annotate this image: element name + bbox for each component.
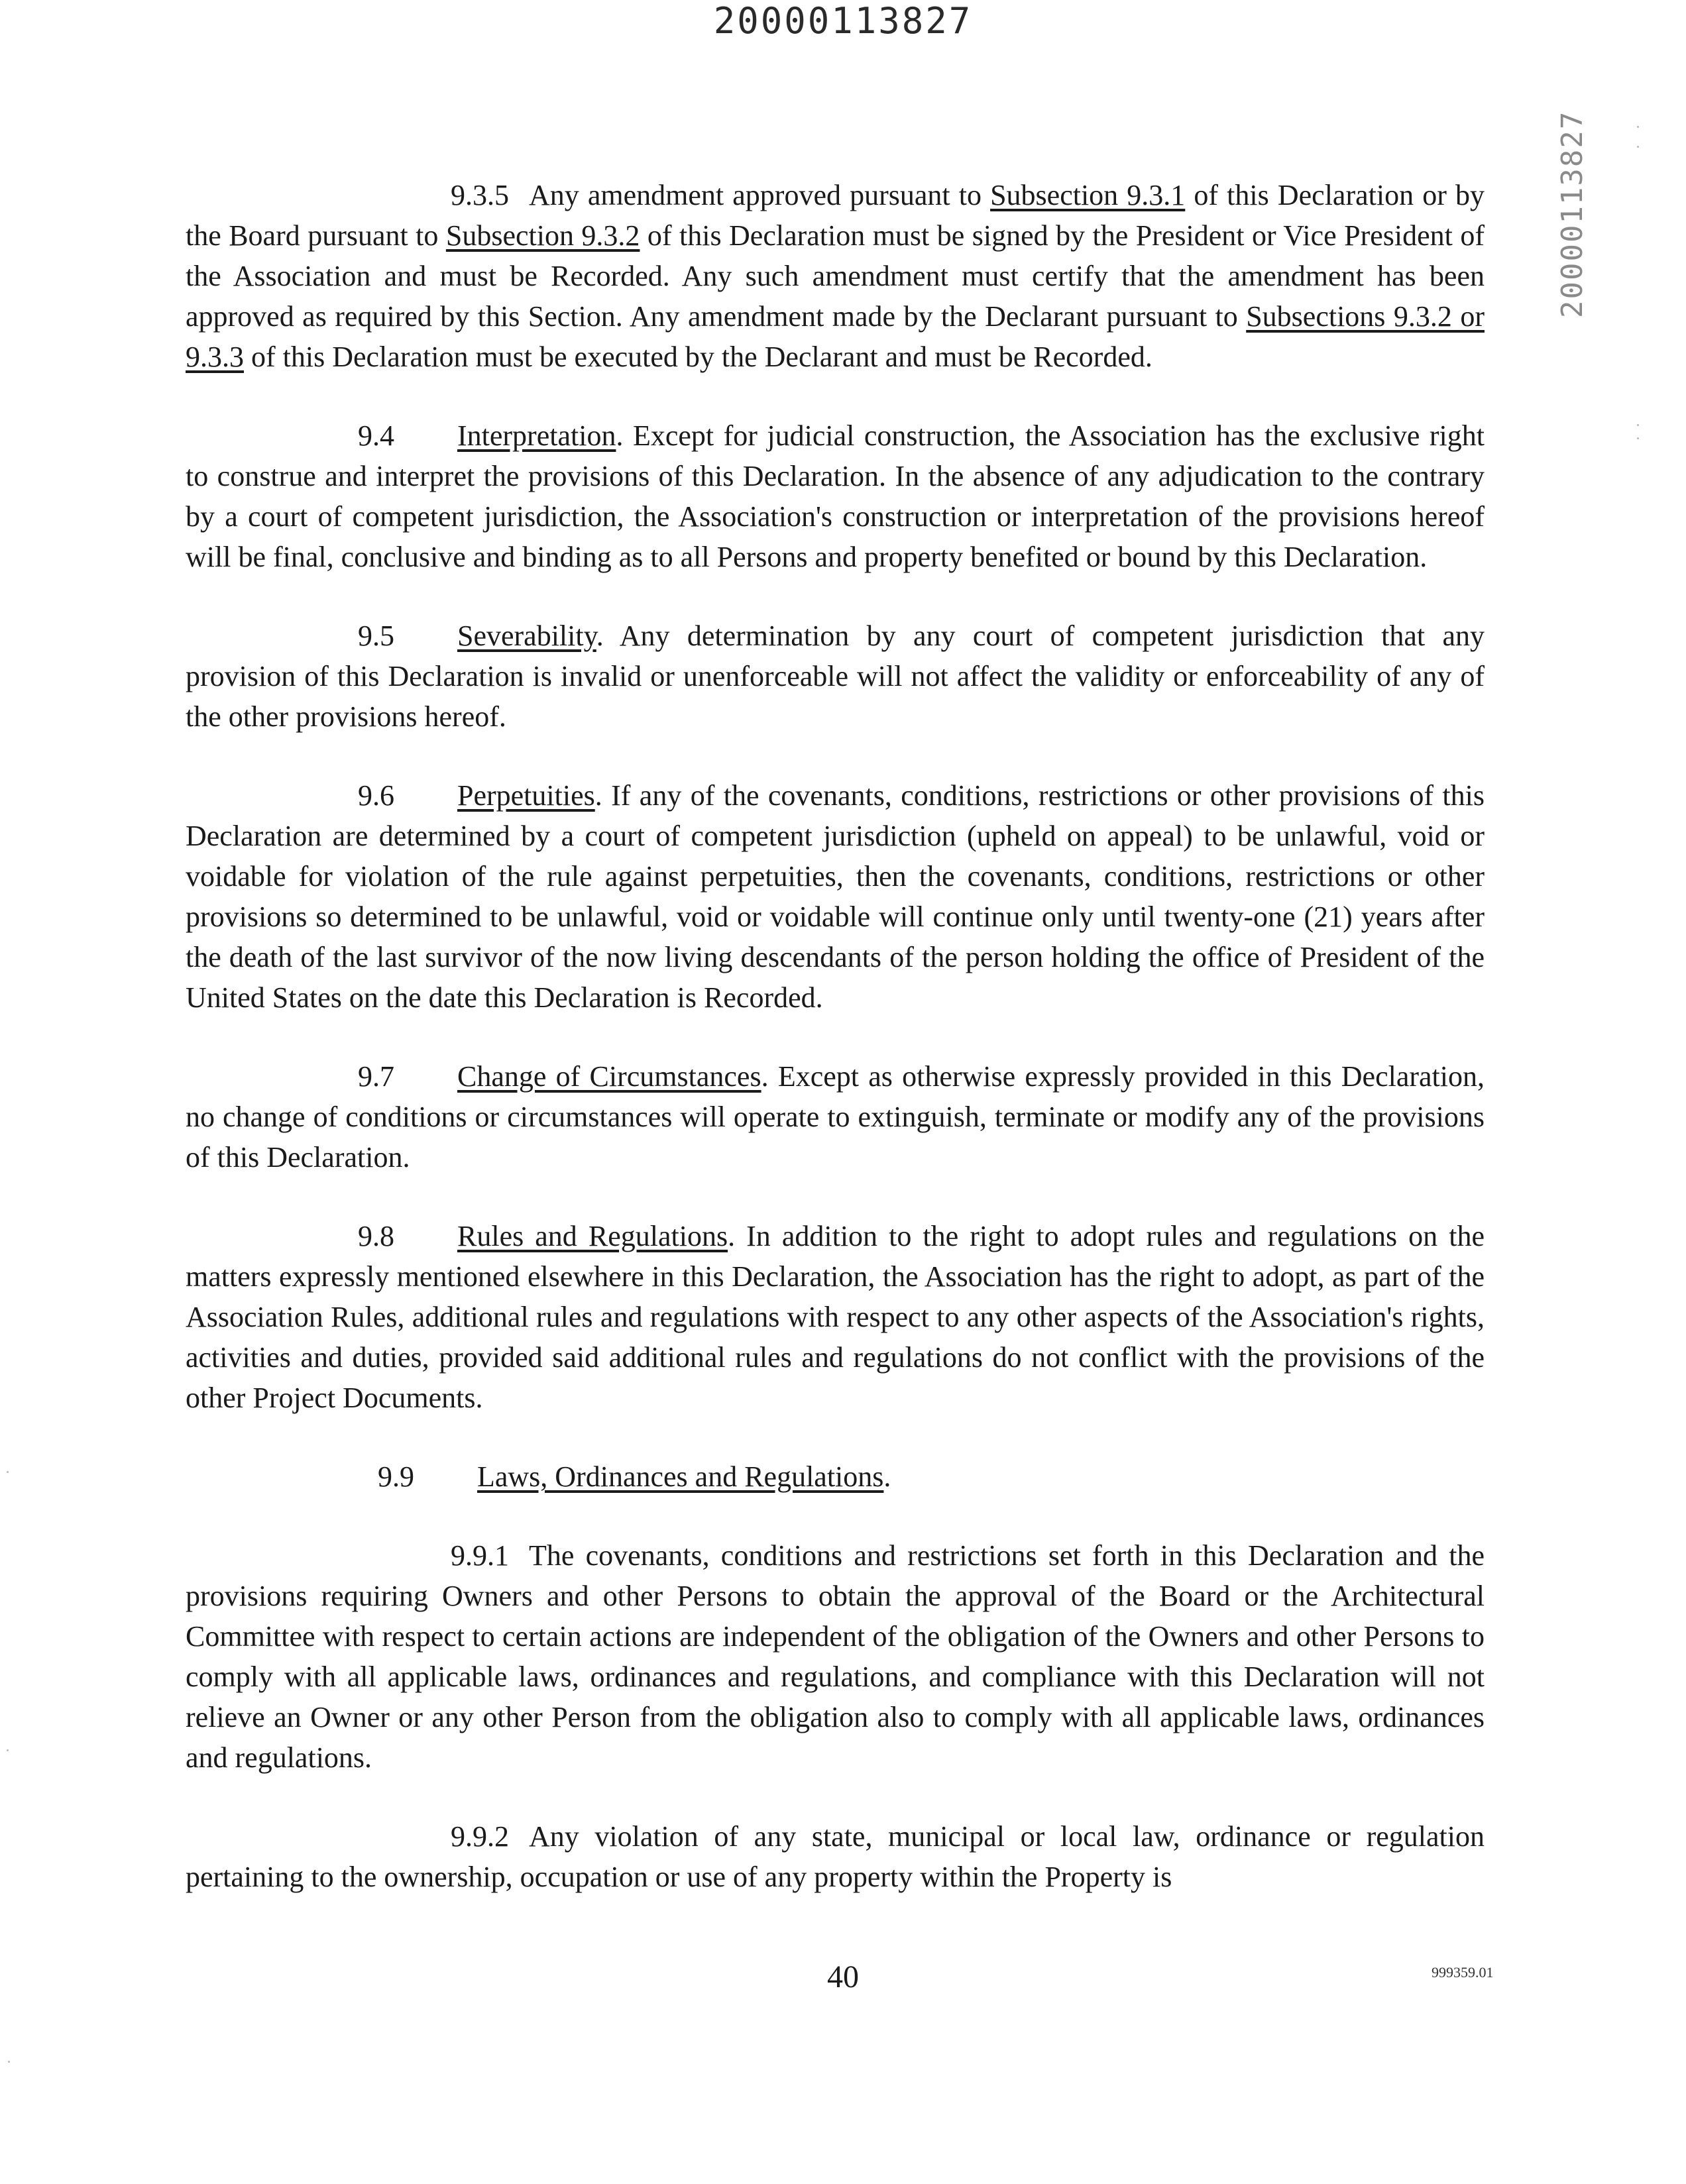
section-text: . Except as otherwise expressly provided in this Declaration, no change of conditions or circumstances will operate to extinguish, terminate or modify any of the provisions of this Declaration. bbox=[186, 1060, 1485, 1174]
margin-speck bbox=[1637, 126, 1639, 128]
section-9-9-1 bbox=[186, 1535, 1485, 1778]
section-number: 9.9.2 bbox=[451, 1820, 509, 1853]
section-text: Any violation of any state, municipal or local law, ordinance or regulation pertaining to the ownership, occupation or use of any property within the Property is bbox=[186, 1820, 1485, 1893]
section-9-9 bbox=[186, 1456, 1485, 1497]
cross-reference: Subsection 9.3.1 bbox=[990, 179, 1186, 211]
section-9-4 bbox=[186, 415, 1485, 577]
section-heading: Perpetuities bbox=[457, 779, 595, 812]
section-heading: Interpretation bbox=[457, 419, 616, 452]
section-number: 9.9 bbox=[378, 1460, 414, 1493]
section-9-9-2 bbox=[186, 1816, 1485, 1897]
margin-speck bbox=[1637, 146, 1639, 148]
body-text bbox=[186, 175, 1485, 1936]
section-number: 9.4 bbox=[358, 419, 394, 452]
cross-reference: Subsections 9.3.2 or 9.3.3 bbox=[186, 300, 1485, 373]
margin-speck bbox=[7, 1471, 9, 1473]
side-stamp: 20000113827 bbox=[1555, 110, 1589, 318]
section-text: Any amendment approved pursuant to bbox=[529, 179, 991, 211]
section-9-7 bbox=[186, 1056, 1485, 1177]
section-9-8 bbox=[186, 1216, 1485, 1418]
margin-speck bbox=[8, 2061, 10, 2063]
document-number: 20000113827 bbox=[713, 0, 973, 42]
section-heading: Change of Circumstances bbox=[457, 1060, 761, 1093]
section-9-6 bbox=[186, 775, 1485, 1018]
section-text: . Any determination by any court of competent jurisdiction that any provision of this Declaration is invalid or unenforceable will not affect the validity or enforceability of any of the other provisions hereof. bbox=[186, 620, 1485, 733]
section-heading: Laws, Ordinances and Regulations bbox=[477, 1460, 884, 1493]
section-text: . If any of the covenants, conditions, restrictions or other provisions of this Declaration are determined by a court of competent jurisdiction (upheld on appeal) to be unlawful, void or voidable for violation of the rule against perpetuities, then the covenants, conditions, restrictions or other provisions so determined to be unlawful, void or voidable will continue only until twenty-one (21) years after the death of the last survivor of the now living descendants of the person holding the office of President of the United States on the date this Declaration is Recorded. bbox=[186, 779, 1485, 1014]
section-number: 9.5 bbox=[358, 620, 394, 652]
cross-reference: Subsection 9.3.2 bbox=[445, 219, 640, 252]
section-number: 9.3.5 bbox=[451, 179, 509, 211]
section-9-5 bbox=[186, 616, 1485, 737]
page-number: 40 bbox=[827, 1959, 859, 1994]
section-text: . In addition to the right to adopt rules and regulations on the matters expressly mentioned elsewhere in this Declaration, the Association has the right to adopt, as part of the Association Rules, additional rules and regulations with respect to any other aspects of the Association's rights, activities and duties, provided said additional rules and regulations do not conflict with the provisions of the other Project Documents. bbox=[186, 1220, 1485, 1414]
margin-speck bbox=[7, 1749, 9, 1751]
section-number: 9.8 bbox=[358, 1220, 394, 1252]
section-text: . Except for judicial construction, the Association has the exclusive right to construe and interpret the provisions of this Declaration. In the absence of any adjudication to the contrary by a court of competent jurisdiction, the Association's construction or interpretation of the provisions hereof will be final, conclusive and binding as to all Persons and property benefited or bound by this Declaration. bbox=[186, 419, 1485, 573]
section-text: of this Declaration must be executed by the Declarant and must be Recorded. bbox=[244, 341, 1152, 373]
document-code: 999359.01 bbox=[1432, 1964, 1494, 1981]
section-text: of this Declaration or by the Board pursuant to bbox=[186, 179, 1485, 252]
margin-speck bbox=[1637, 437, 1639, 439]
section-text: of this Declaration must be signed by the President or Vice President of the Association and must be Recorded. Any such amendment must certify that the amendment has been approved as required by this Section. Any amendment made by the Declarant pursuant to bbox=[186, 219, 1485, 333]
section-number: 9.7 bbox=[358, 1060, 394, 1093]
section-9-3-5 bbox=[186, 175, 1485, 377]
section-heading: Severability bbox=[457, 620, 596, 652]
section-heading: Rules and Regulations bbox=[457, 1220, 728, 1252]
section-number: 9.9.1 bbox=[451, 1539, 509, 1572]
margin-speck bbox=[1637, 424, 1639, 426]
section-number: 9.6 bbox=[358, 779, 394, 812]
section-text: . bbox=[883, 1460, 891, 1493]
section-text: The covenants, conditions and restrictions set forth in this Declaration and the provisions requiring Owners and other Persons to obtain the approval of the Board or the Architectural Committee with respect to certain actions are independent of the obligation of the Owners and other Persons to comply with all applicable laws, ordinances and regulations, and compliance with this Declaration will not relieve an Owner or any other Person from the obligation also to comply with all applicable laws, ordinances and regulations. bbox=[186, 1539, 1485, 1774]
